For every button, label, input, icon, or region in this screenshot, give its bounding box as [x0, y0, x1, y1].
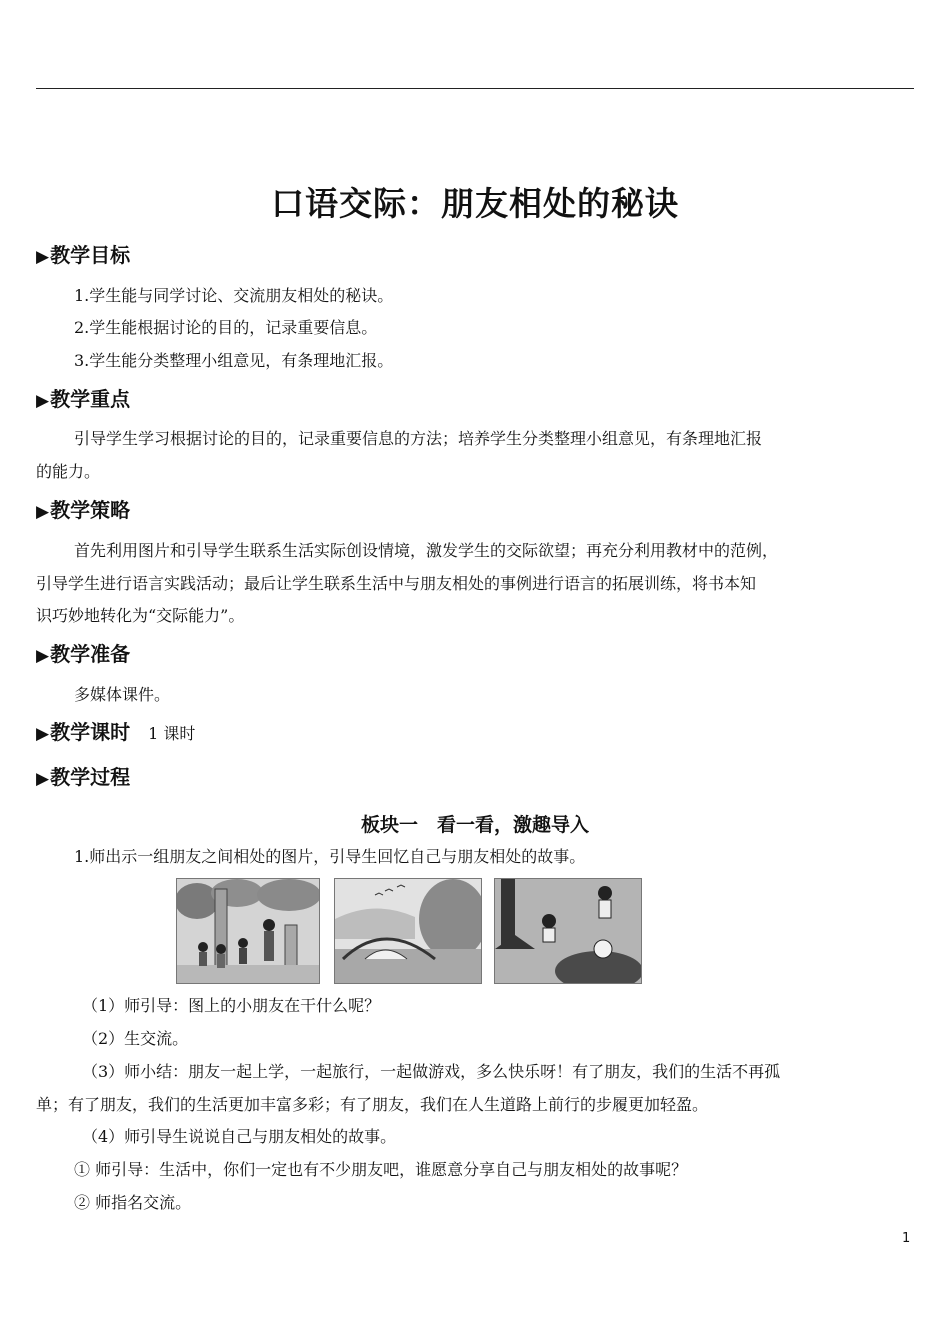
hours-text: 1 课时 — [148, 724, 196, 743]
question-4: （4）师引导生说说自己与朋友相处的故事。 — [82, 1127, 397, 1146]
strategy-line-3: 识巧妙地转化为“交际能力”。 — [36, 606, 245, 625]
goal-item-1: 1.学生能与同学讨论、交流朋友相处的秘诀。 — [74, 286, 394, 305]
question-2: （2）生交流。 — [82, 1029, 189, 1048]
heading-focus: ▶教学重点 — [36, 387, 131, 411]
prep-text: 多媒体课件。 — [74, 685, 171, 704]
page-number: 1 — [902, 1231, 911, 1246]
sub-step-1: ① 师引导：生活中，你们一定也有不少朋友吧，谁愿意分享自己与朋友相处的故事呢？ — [74, 1160, 688, 1179]
heading-strategy: ▶教学策略 — [36, 498, 131, 522]
sub-step-2: ② 师指名交流。 — [74, 1193, 192, 1212]
triangle-marker-icon: ▶ — [36, 502, 50, 522]
focus-line-1: 引导学生学习根据讨论的目的，记录重要信息的方法；培养学生分类整理小组意见，有条理地汇报 — [74, 429, 763, 448]
header-rule — [36, 88, 914, 89]
heading-prep: ▶教学准备 — [36, 642, 131, 666]
triangle-marker-icon: ▶ — [36, 247, 50, 267]
strategy-line-2: 引导学生进行语言实践活动；最后让学生联系生活中与朋友相处的事例进行语言的拓展训练，将书本知 — [36, 574, 757, 593]
goal-item-2: 2.学生能根据讨论的目的，记录重要信息。 — [74, 318, 378, 337]
question-1: （1）师引导：图上的小朋友在干什么呢？ — [82, 996, 381, 1015]
triangle-marker-icon: ▶ — [36, 391, 50, 411]
friends-playing-games-picture — [494, 878, 642, 984]
heading-hours: ▶教学课时 1 课时 — [36, 720, 196, 744]
triangle-marker-icon: ▶ — [36, 646, 50, 666]
triangle-marker-icon: ▶ — [36, 724, 50, 744]
page-title: 口语交际：朋友相处的秘诀 — [271, 184, 679, 223]
heading-process: ▶教学过程 — [36, 765, 131, 789]
goal-item-3: 3.学生能分类整理小组意见，有条理地汇报。 — [74, 351, 394, 370]
focus-line-2: 的能力。 — [36, 462, 101, 481]
friends-traveling-picture — [334, 878, 482, 984]
friends-going-to-school-picture — [176, 878, 320, 984]
strategy-line-1: 首先利用图片和引导学生联系生活实际创设情境，激发学生的交际欲望；再充分利用教材中的范例， — [74, 541, 779, 560]
triangle-marker-icon: ▶ — [36, 769, 50, 789]
question-3-line-2: 单；有了朋友，我们的生活更加丰富多彩；有了朋友，我们在人生道路上前行的步履更加轻盈。 — [36, 1095, 709, 1114]
heading-goals: ▶教学目标 — [36, 243, 131, 267]
question-3-line-1: （3）师小结：朋友一起上学，一起旅行，一起做游戏，多么快乐呀！有了朋友，我们的生活不再孤 — [82, 1062, 781, 1081]
block-one-title: 板块一 看一看，激趣导入 — [360, 814, 589, 836]
step-1: 1.师出示一组朋友之间相处的图片，引导生回忆自己与朋友相处的故事。 — [74, 847, 586, 866]
